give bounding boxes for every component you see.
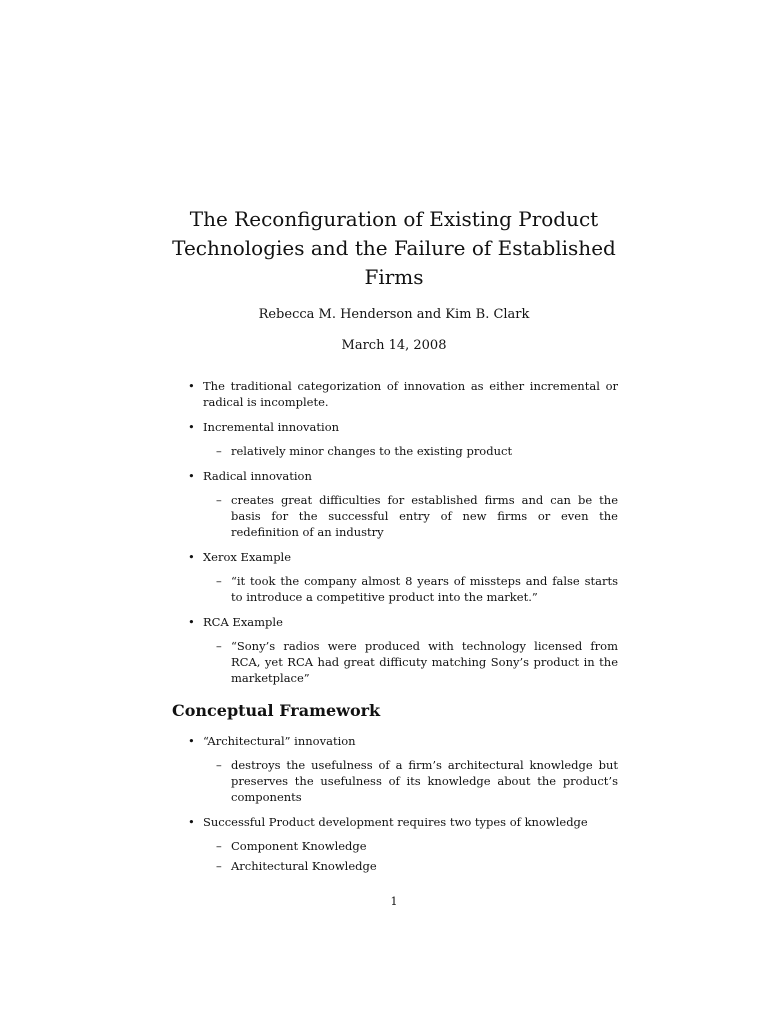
list-item-text: The traditional categorization of innovation as either incremental or radical is incomplete. <box>203 379 618 409</box>
sub-list-item <box>216 443 618 459</box>
list-item <box>172 378 618 410</box>
document-body <box>172 378 618 883</box>
dash-icon: – <box>216 758 222 772</box>
list-item <box>172 614 618 686</box>
dash-icon: – <box>216 574 222 588</box>
list-item <box>172 419 618 459</box>
bullet-icon: • <box>188 420 195 434</box>
dash-icon: – <box>216 839 222 853</box>
list-item-text: RCA Example <box>203 615 283 629</box>
sub-list-item <box>216 858 618 874</box>
list-item-text: Xerox Example <box>203 550 292 564</box>
list-item-text: Successful Product development requires two types of knowledge <box>203 815 588 829</box>
bullet-icon: • <box>188 615 195 629</box>
list-item-text: Incremental innovation <box>203 420 340 434</box>
bullet-icon: • <box>188 379 195 393</box>
sub-list-item-text: relatively minor changes to the existing product <box>231 444 513 458</box>
date: March 14, 2008 <box>341 338 447 353</box>
sub-list-item <box>216 838 618 854</box>
list-item <box>172 733 618 805</box>
sub-list-item <box>216 573 618 605</box>
sub-list-item-text: Component Knowledge <box>231 839 367 853</box>
sub-list <box>216 757 618 805</box>
sub-list-item-text: Architectural Knowledge <box>231 859 377 873</box>
dash-icon: – <box>216 859 222 873</box>
list-item-text: “Architectural” innovation <box>203 734 356 748</box>
dash-icon: – <box>216 493 222 507</box>
section-heading: Conceptual Framework <box>172 701 381 720</box>
dash-icon: – <box>216 444 222 458</box>
bullet-icon: • <box>188 734 195 748</box>
authors: Rebecca M. Henderson and Kim B. Clark <box>258 307 530 322</box>
sub-list-item-text: destroys the usefulness of a firm’s architectural knowledge but preserves the usefulness of its knowledge about the product’s components <box>231 758 618 804</box>
section-list <box>172 733 618 874</box>
bullet-icon: • <box>188 815 195 829</box>
sub-list <box>216 492 618 540</box>
sub-list-item-text: “Sony’s radios were produced with technology licensed from RCA, yet RCA had great difficuty matching Sony’s product in the marketplace” <box>231 639 618 685</box>
dash-icon: – <box>216 639 222 653</box>
page-number: 1 <box>390 895 398 908</box>
sub-list-item-text: creates great difficulties for established firms and can be the basis for the successful entry of new firms or even the redefinition of an industry <box>231 493 618 539</box>
sub-list <box>216 838 618 874</box>
sub-list <box>216 573 618 605</box>
list-item <box>172 468 618 540</box>
list-item <box>172 549 618 605</box>
bullet-icon: • <box>188 550 195 564</box>
sub-list-item <box>216 492 618 540</box>
intro-list <box>172 378 618 686</box>
sub-list-item <box>216 757 618 805</box>
bullet-icon: • <box>188 469 195 483</box>
list-item-text: Radical innovation <box>203 469 312 483</box>
sub-list <box>216 638 618 686</box>
document-title: The Reconfiguration of Existing Product Technologies and the Failure of Established Firms <box>172 207 616 289</box>
list-item <box>172 814 618 874</box>
sub-list-item-text: “it took the company almost 8 years of missteps and false starts to introduce a competitive product into the market.” <box>231 574 618 604</box>
sub-list-item <box>216 638 618 686</box>
sub-list <box>216 443 618 459</box>
